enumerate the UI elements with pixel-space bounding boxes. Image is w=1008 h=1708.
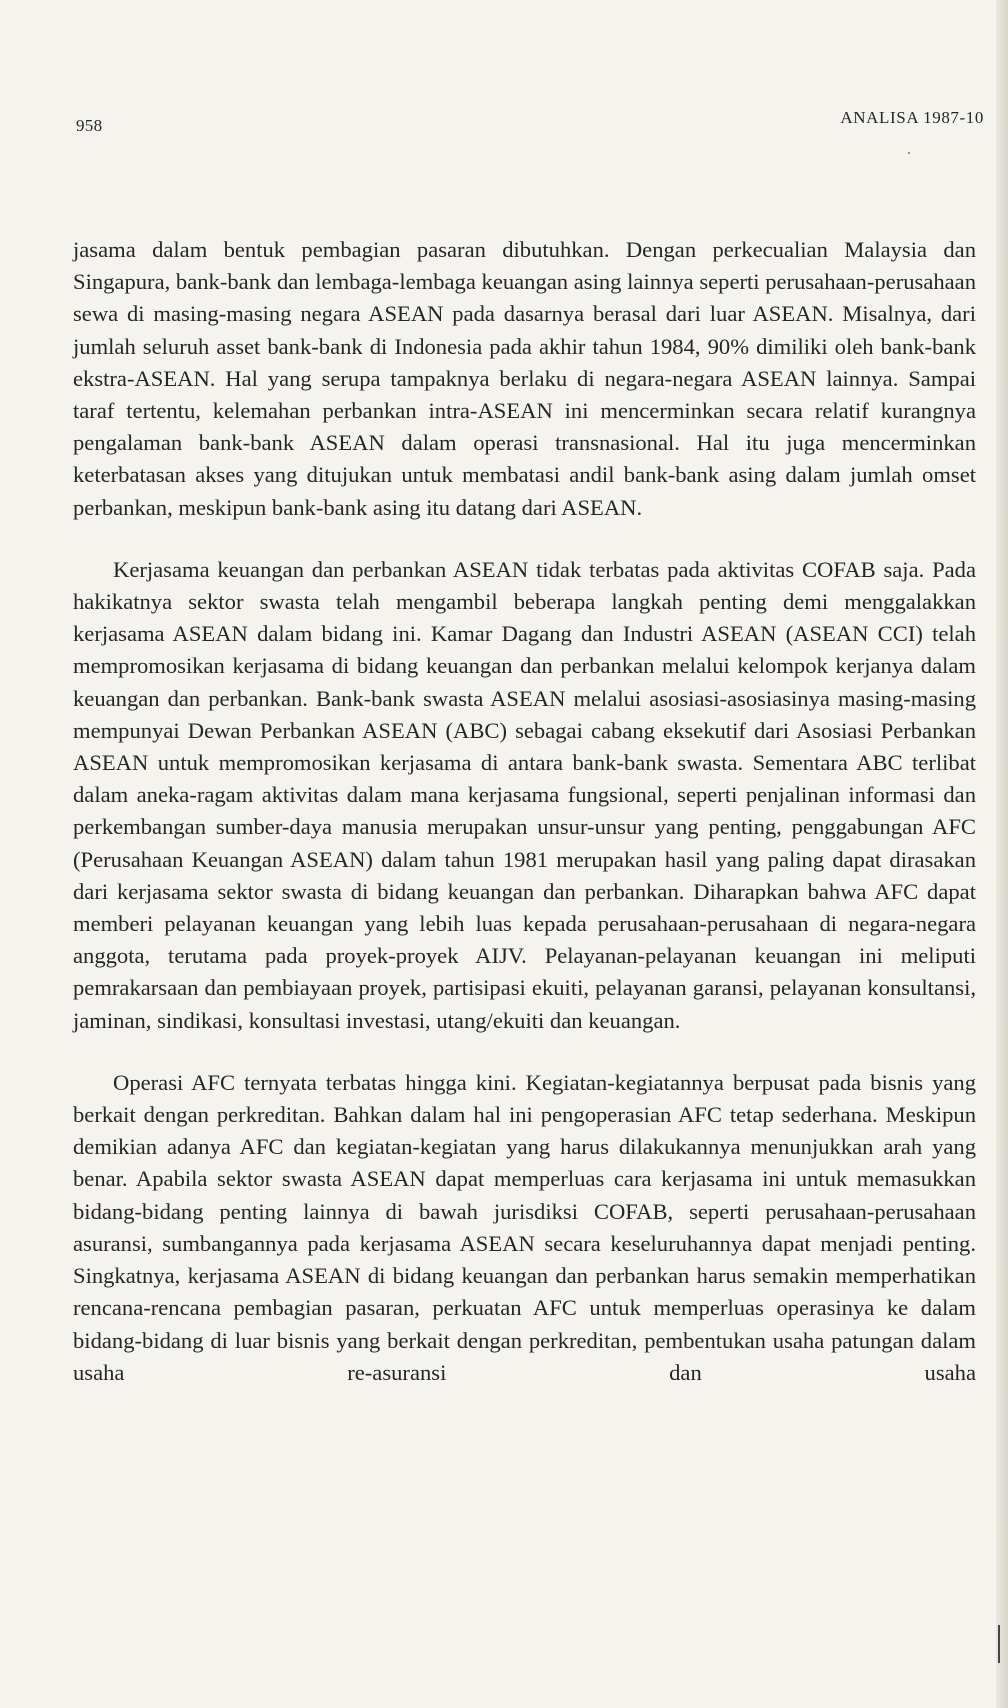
stray-mark: [908, 152, 910, 154]
running-head: ANALISA 1987-10: [840, 108, 984, 127]
body-text: [73, 234, 976, 1419]
page-edge-shadow: [996, 0, 1008, 1708]
page-number: 958: [76, 116, 103, 135]
paragraph-1: jasama dalam bentuk pembagian pasaran dibutuhkan. Dengan perkecualian Malaysia dan Singapura, bank-bank dan lembaga-lembaga keuangan asing lainnya seperti perusahaan-perusahaan sewa di masing-masing negara ASEAN pada dasarnya berasal dari luar ASEAN. Misalnya, dari jumlah seluruh asset bank-bank di Indonesia pada akhir tahun 1984, 90% dimiliki oleh bank-bank ekstra-ASEAN. Hal yang serupa tampaknya berlaku di negara-negara ASEAN lainnya. Sampai taraf tertentu, kelemahan perbankan intra-ASEAN ini mencerminkan secara relatif kurangnya pengalaman bank-bank ASEAN dalam operasi transnasional. Hal itu juga mencerminkan keterbatasan akses yang ditujukan untuk membatasi andil bank-bank asing dalam jumlah omset perbankan, meskipun bank-bank asing itu datang dari ASEAN.: [73, 237, 976, 520]
page-edge-mark: [998, 1625, 1000, 1663]
page-header: [76, 108, 984, 136]
paragraph-2: Kerjasama keuangan dan perbankan ASEAN tidak terbatas pada aktivitas COFAB saja. Pada hakikatnya sektor swasta telah mengambil beberapa langkah penting demi menggalakkan kerjasama ASEAN dalam bidang ini. Kamar Dagang dan Industri ASEAN (ASEAN CCI) telah mempromosikan kerjasama di bidang keuangan dan perbankan melalui kelompok kerjanya dalam keuangan dan perbankan. Bank-bank swasta ASEAN melalui asosiasi-asosiasinya masing-masing mempunyai Dewan Perbankan ASEAN (ABC) sebagai cabang eksekutif dari Asosiasi Perbankan ASEAN untuk mempromosikan kerjasama di antara bank-bank swasta. Sementara ABC terlibat dalam aneka-ragam aktivitas dalam mana kerjasama fungsional, seperti penjalinan informasi dan perkembangan sumber-daya manusia merupakan unsur-unsur yang penting, penggabungan AFC (Perusahaan Keuangan ASEAN) dalam tahun 1981 merupakan hasil yang paling dapat dirasakan dari kerjasama sektor swasta di bidang keuangan dan perbankan. Diharapkan bahwa AFC dapat memberi pelayanan keuangan yang lebih luas kepada perusahaan-perusahaan di negara-negara anggota, terutama pada proyek-proyek AIJV. Pelayanan-pelayanan keuangan ini meliputi pemrakarsaan dan pembiayaan proyek, partisipasi ekuiti, pelayanan garansi, pelayanan konsultansi, jaminan, sindikasi, konsultasi investasi, utang/ekuiti dan keuangan.: [73, 556, 976, 1033]
paragraph-3: Operasi AFC ternyata terbatas hingga kini. Kegiatan-kegiatannya berpusat pada bisnis yang berkait dengan perkreditan. Bahkan dalam hal ini pengoperasian AFC tetap sederhana. Meskipun demikian adanya AFC dan kegiatan-kegiatan yang harus dilakukannya menunjukkan arah yang benar. Apabila sektor swasta ASEAN dapat memperluas cara kerjasama ini untuk memasukkan bidang-bidang penting lainnya di bawah jurisdiksi COFAB, seperti perusahaan-perusahaan asuransi, sumbangannya pada kerjasama ASEAN secara keseluruhannya dapat menjadi penting. Singkatnya, kerjasama ASEAN di bidang keuangan dan perbankan harus semakin memperhatikan rencana-rencana pembagian pasaran, perkuatan AFC untuk memperluas operasinya ke dalam bidang-bidang di luar bisnis yang berkait dengan perkreditan, pembentukan usaha patungan dalam usaha re-asuransi dan usaha: [73, 1069, 976, 1385]
